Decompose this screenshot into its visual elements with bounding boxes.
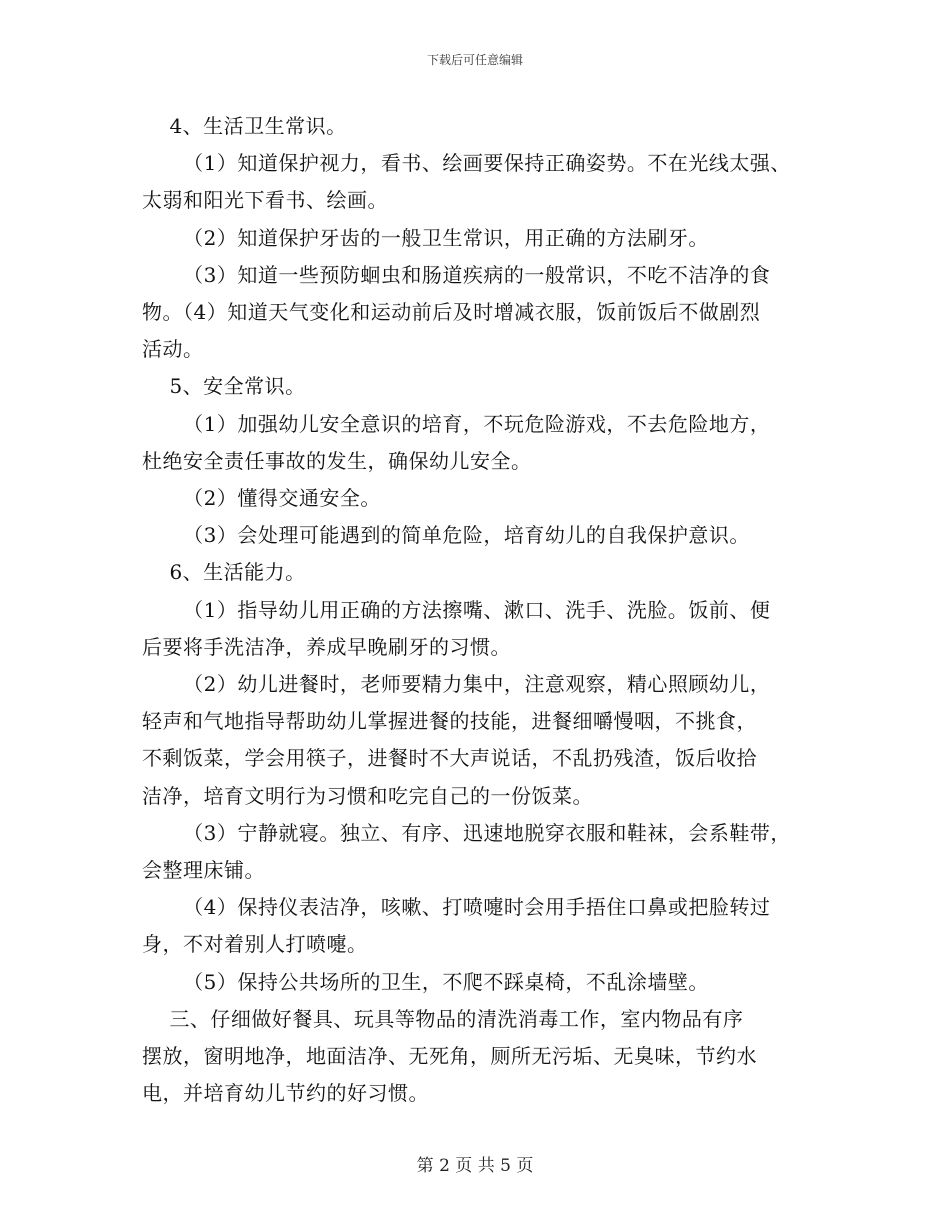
text-line: 杜绝安全责任事故的发生，确保幼儿安全。: [142, 448, 532, 473]
page-number: 第 2 页 共 5 页: [416, 1156, 534, 1176]
text-line: 6、生活能力。: [142, 560, 306, 585]
text-line: （2）知道保护牙齿的一般卫生常识，用正确的方法刷牙。: [142, 225, 709, 250]
text-line: （3）知道一些预防蛔虫和肠道疾病的一般常识，不吃不洁净的食: [142, 262, 771, 287]
text-line: 不剩饭菜，学会用筷子，进餐时不大声说话，不乱扔残渣，饭后收拾: [142, 746, 757, 771]
document-body: [142, 108, 832, 1112]
text-line: （5）保持公共场所的卫生，不爬不踩桌椅，不乱涂墙壁。: [142, 969, 709, 994]
text-line: 电，并培育幼儿节约的好习惯。: [142, 1081, 429, 1106]
text-line: 后要将手洗洁净，养成早晚刷牙的习惯。: [142, 634, 511, 659]
text-line: 会整理床铺。: [142, 858, 265, 883]
text-line: （3）宁静就寝。独立、有序、迅速地脱穿衣服和鞋袜，会系鞋带，: [142, 820, 791, 845]
text-line: （3）会处理可能遇到的简单危险，培育幼儿的自我保护意识。: [142, 523, 750, 548]
text-line: 物。（4）知道天气变化和运动前后及时增减衣服，饭前饭后不做剧烈: [142, 300, 761, 325]
text-line: （1）指导幼儿用正确的方法擦嘴、漱口、洗手、洗脸。饭前、便: [142, 597, 771, 622]
text-line: （4）保持仪表洁净，咳嗽、打喷嚏时会用手捂住口鼻或把脸转过: [142, 895, 771, 920]
text-line: 5、安全常识。: [142, 374, 306, 399]
text-line: （2）懂得交通安全。: [142, 486, 381, 511]
page-header: 下载后可任意编辑: [426, 53, 523, 67]
text-line: 4、生活卫生常识。: [142, 114, 347, 138]
text-line: 三、仔细做好餐具、玩具等物品的清洗消毒工作，室内物品有序: [142, 1006, 744, 1031]
text-line: （1）知道保护视力，看书、绘画要保持正确姿势。不在光线太强、: [142, 151, 791, 176]
text-line: （2）幼儿进餐时，老师要精力集中，注意观察，精心照顾幼儿，: [142, 672, 771, 697]
text-line: 轻声和气地指导帮助幼儿掌握进餐的技能，进餐细嚼慢咽，不挑食，: [142, 709, 757, 734]
text-line: （1）加强幼儿安全意识的培育，不玩危险游戏，不去危险地方，: [142, 411, 771, 436]
text-line: 摆放，窗明地净，地面洁净、无死角，厕所无污垢、无臭味，节约水: [142, 1044, 757, 1069]
text-line: 活动。: [142, 337, 204, 362]
text-line: 身，不对着别人打喷嚏。: [142, 932, 368, 957]
text-line: 太弱和阳光下看书、绘画。: [142, 188, 388, 213]
text-line: 洁净，培育文明行为习惯和吃完自己的一份饭菜。: [142, 783, 593, 808]
